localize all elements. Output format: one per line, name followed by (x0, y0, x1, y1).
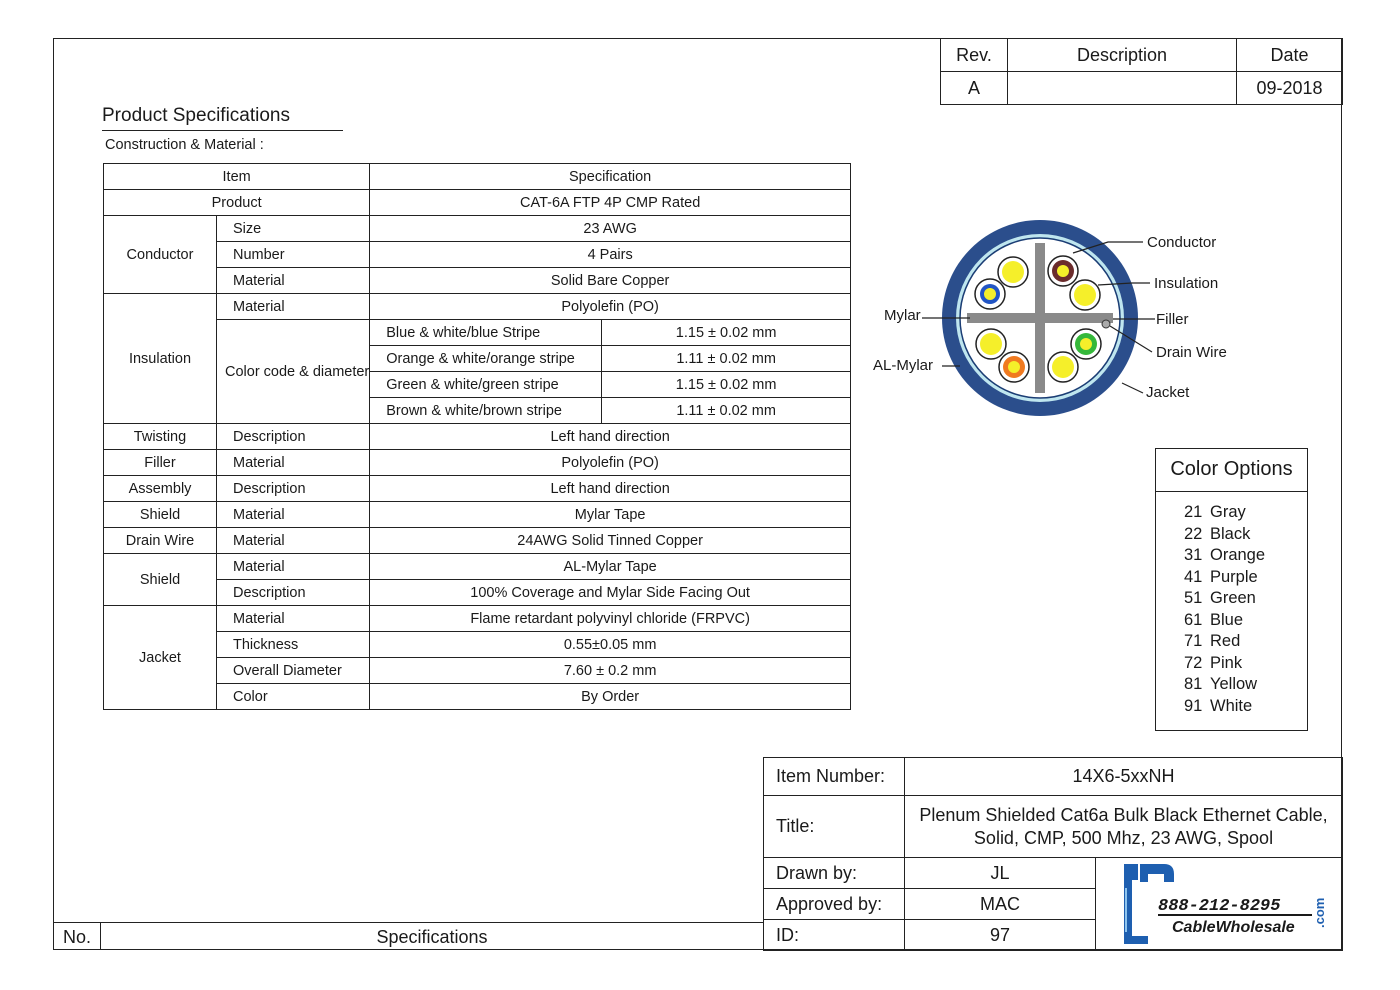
pair-name: Orange & white/orange stripe (370, 346, 602, 372)
conductor-core (1008, 361, 1020, 373)
jacket-diameter-label: Overall Diameter (217, 658, 370, 684)
logo-phone: 888-212-8295 (1158, 897, 1281, 916)
pair-diameter: 1.15 ± 0.02 mm (602, 372, 851, 398)
color-option-name: Pink (1210, 653, 1243, 672)
shield-value: Mylar Tape (370, 502, 851, 528)
pair-diameter: 1.15 ± 0.02 mm (602, 320, 851, 346)
table-row (104, 632, 851, 658)
color-option-name: Red (1210, 632, 1241, 650)
table-row (104, 658, 851, 684)
conductor-size-value: 23 AWG (370, 216, 851, 242)
color-option-code: 21 (1184, 503, 1203, 521)
assembly-label: Assembly (104, 476, 217, 502)
spec-table (103, 163, 851, 710)
color-option-name: Gray (1210, 503, 1246, 521)
color-option-code: 81 (1184, 675, 1203, 693)
shield-label: Shield (104, 502, 217, 528)
item-number-value: 14X6-5xxNH (905, 758, 1343, 796)
twisting-value: Left hand direction (370, 424, 851, 450)
color-option-code: 51 (1184, 589, 1203, 607)
color-option-code: 71 (1184, 632, 1203, 650)
logo-mark (1140, 864, 1174, 882)
color-option-name: Purple (1210, 567, 1258, 586)
conductor-core (980, 333, 1002, 355)
conductor-core (1052, 356, 1074, 378)
table-row (104, 320, 851, 346)
twisting-label: Twisting (104, 424, 217, 450)
insulation-label: Insulation (104, 294, 217, 424)
jacket-color-value: By Order (370, 684, 851, 710)
label-jacket: Jacket (1146, 384, 1190, 401)
logo-cell (1096, 858, 1343, 951)
table-row (104, 216, 851, 242)
title-block (763, 757, 1343, 951)
footer-specifications-label: Specifications (101, 922, 763, 950)
page-title: Product Specifications (102, 105, 343, 131)
footer-no-label: No. (53, 922, 101, 950)
color-option-code: 31 (1184, 546, 1203, 564)
table-row (104, 528, 851, 554)
color-options-list (1156, 492, 1307, 717)
color-option-item (1184, 502, 1307, 524)
color-option-item (1184, 696, 1307, 718)
approved-by-value: MAC (905, 889, 1096, 920)
table-row (104, 606, 851, 632)
table-row (104, 190, 851, 216)
color-option-item (1184, 631, 1307, 653)
table-row (104, 476, 851, 502)
color-option-name: Yellow (1210, 675, 1258, 693)
color-option-code: 61 (1184, 610, 1203, 629)
table-row (104, 164, 851, 190)
drain-wire (1102, 320, 1110, 328)
drain-wire-label: Drain Wire (104, 528, 217, 554)
rev-value: A (941, 72, 1008, 105)
shield2-description-value: 100% Coverage and Mylar Side Facing Out (370, 580, 851, 606)
conductor-core (1080, 338, 1092, 350)
color-option-item (1184, 524, 1307, 546)
filler-cross-horizontal (967, 313, 1113, 323)
color-option-name: Green (1210, 589, 1256, 607)
jacket-diameter-value: 7.60 ± 0.2 mm (370, 658, 851, 684)
pair-name: Green & white/green stripe (370, 372, 602, 398)
table-row (104, 450, 851, 476)
jacket-material-label: Material (217, 606, 370, 632)
label-mylar: Mylar (884, 307, 921, 324)
shield2-label: Shield (104, 554, 217, 606)
color-option-code: 41 (1184, 567, 1203, 586)
item-number-label: Item Number: (764, 758, 905, 796)
table-row (104, 294, 851, 320)
filler-sub: Material (217, 450, 370, 476)
drawn-by-label: Drawn by: (764, 858, 905, 889)
shield2-description-label: Description (217, 580, 370, 606)
jacket-label: Jacket (104, 606, 217, 710)
shield-sub: Material (217, 502, 370, 528)
jacket-color-label: Color (217, 684, 370, 710)
cablewholesale-logo (1096, 858, 1342, 950)
label-filler: Filler (1156, 311, 1189, 328)
insulation-material-label: Material (217, 294, 370, 320)
color-option-code: 91 (1184, 696, 1203, 715)
id-value: 97 (905, 920, 1096, 951)
color-option-item (1184, 653, 1307, 675)
twisting-sub: Description (217, 424, 370, 450)
label-insulation: Insulation (1154, 275, 1219, 292)
revision-table (940, 38, 1343, 105)
color-options-box (1155, 448, 1308, 731)
item-header: Item (104, 164, 370, 190)
description-value (1008, 72, 1237, 105)
approved-by-label: Approved by: (764, 889, 905, 920)
color-code-label: Color code & diameter (217, 320, 370, 424)
title-value (905, 796, 1343, 858)
conductor-number-label: Number (217, 242, 370, 268)
logo-dot-com: .com (1312, 897, 1327, 928)
table-row (104, 502, 851, 528)
color-option-code: 22 (1184, 524, 1203, 543)
jacket-thickness-value: 0.55±0.05 mm (370, 632, 851, 658)
conductor-label: Conductor (104, 216, 217, 294)
color-option-item (1184, 674, 1307, 696)
conductor-core (1002, 261, 1024, 283)
label-drain-wire: Drain Wire (1156, 344, 1227, 361)
color-option-name: White (1210, 696, 1253, 715)
color-options-title: Color Options (1156, 449, 1307, 492)
table-row (104, 242, 851, 268)
title-value-line: Solid, CMP, 500 Mhz, 23 AWG, Spool (973, 827, 1274, 848)
conductor-number-value: 4 Pairs (370, 242, 851, 268)
jacket-material-value: Flame retardant polyvinyl chloride (FRPVC) (370, 606, 851, 632)
filler-label: Filler (104, 450, 217, 476)
shield2-material-label: Material (217, 554, 370, 580)
logo-name: CableWholesale (1172, 919, 1295, 936)
pair-name: Blue & white/blue Stripe (370, 320, 602, 346)
pair-name: Brown & white/brown stripe (370, 398, 602, 424)
assembly-sub: Description (217, 476, 370, 502)
title-value-line: Plenum Shielded Cat6a Bulk Black Ethernet Cable, (919, 804, 1328, 825)
table-row (104, 268, 851, 294)
description-header: Description (1008, 39, 1237, 72)
assembly-value: Left hand direction (370, 476, 851, 502)
color-option-code: 72 (1184, 653, 1203, 672)
color-option-item (1184, 610, 1307, 632)
section-subtitle: Construction & Material : (105, 137, 264, 153)
filler-value: Polyolefin (PO) (370, 450, 851, 476)
conductor-material-label: Material (217, 268, 370, 294)
label-al-mylar: AL-Mylar (873, 357, 934, 374)
drawn-by-value: JL (905, 858, 1096, 889)
drain-wire-value: 24AWG Solid Tinned Copper (370, 528, 851, 554)
date-value: 09-2018 (1237, 72, 1343, 105)
insulation-material-value: Polyolefin (PO) (370, 294, 851, 320)
product-label: Product (104, 190, 370, 216)
product-value: CAT-6A FTP 4P CMP Rated (370, 190, 851, 216)
title-label: Title: (764, 796, 905, 858)
table-row (104, 580, 851, 606)
label-conductor: Conductor (1147, 234, 1217, 251)
spec-header: Specification (370, 164, 851, 190)
id-label: ID: (764, 920, 905, 951)
conductor-material-value: Solid Bare Copper (370, 268, 851, 294)
conductor-core (1074, 284, 1096, 306)
table-row (104, 424, 851, 450)
color-option-item (1184, 545, 1307, 567)
color-option-name: Blue (1210, 610, 1244, 629)
color-option-item (1184, 567, 1307, 589)
conductor-size-label: Size (217, 216, 370, 242)
table-row (104, 554, 851, 580)
shield2-material-value: AL-Mylar Tape (370, 554, 851, 580)
drain-wire-sub: Material (217, 528, 370, 554)
table-row (104, 684, 851, 710)
jacket-thickness-label: Thickness (217, 632, 370, 658)
date-header: Date (1237, 39, 1343, 72)
rev-header: Rev. (941, 39, 1008, 72)
conductor-core (984, 288, 996, 300)
pair-diameter: 1.11 ± 0.02 mm (602, 398, 851, 424)
jacket-leader (1122, 383, 1143, 393)
color-option-item (1184, 588, 1307, 610)
color-option-name: Black (1210, 524, 1251, 543)
pair-diameter: 1.11 ± 0.02 mm (602, 346, 851, 372)
color-option-name: Orange (1210, 546, 1266, 564)
conductor-core (1057, 265, 1069, 277)
